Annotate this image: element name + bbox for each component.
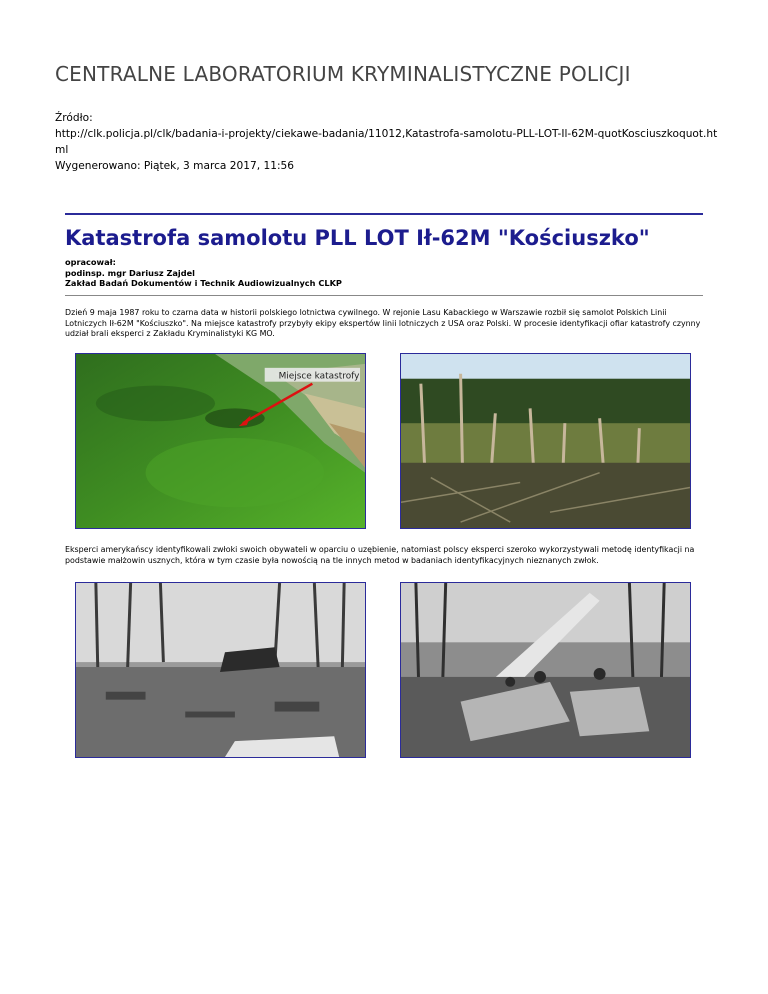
article-title: Katastrofa samolotu PLL LOT Ił-62M "Kościuszko" [65, 226, 650, 250]
photo-debris-field [75, 582, 366, 758]
source-label: Źródło: [55, 112, 93, 124]
byline [65, 257, 342, 289]
byline-author: podinsp. mgr Dariusz Zajdel [65, 267, 195, 278]
article-paragraph-1: Dzień 9 maja 1987 roku to czarna data w historii polskiego lotnictwa cywilnego. W rejonie Lasu Kabackiego w Warszawie rozbił się samolot Polskich Linii Lotniczych Ił-62M "Kościuszko". Na miejsce katastrofy przybyły ekipy ekspertów linii lotniczych z USA oraz Polski. W procesie identyfikacji ofiar katastrofy czynny udział brali eksperci z Zakładu Kryminalistyki KG MO. [65, 308, 701, 338]
byline-role: opracował: [65, 257, 116, 267]
byline-department: Zakład Badań Dokumentów i Technik Audiowizualnych CLKP [65, 278, 342, 288]
generated-date: Wygenerowano: Piątek, 3 marca 2017, 11:56 [55, 160, 295, 172]
site-title: CENTRALNE LABORATORIUM KRYMINALISTYCZNE POLICJI [55, 62, 631, 86]
photo-damaged-forest [400, 353, 691, 529]
photo-wreckage [400, 582, 691, 758]
photo-annotation-label: Miejsce katastrofy [278, 371, 360, 382]
article-paragraph-2: Eksperci amerykańscy identyfikowali zwłoki swoich obywateli w oparciu o uzębienie, natomiast polscy eksperci szeroko wykorzystywali metodę identyfikacji na podstawie małżowin usznych, która w tym czasie była nowością na tle innych metod w badaniach identyfikacyjnych nieznanych zwłok. [65, 545, 695, 565]
source-meta [55, 110, 725, 174]
top-divider [65, 213, 703, 215]
section-divider [65, 295, 703, 296]
photo-aerial-crash-site [75, 353, 366, 529]
source-url[interactable]: http://clk.policja.pl/clk/badania-i-projekty/ciekawe-badania/11012,Katastrofa-samolotu-PLL-LOT-Il-62M-quotKosciuszkoquot.html [55, 128, 718, 156]
